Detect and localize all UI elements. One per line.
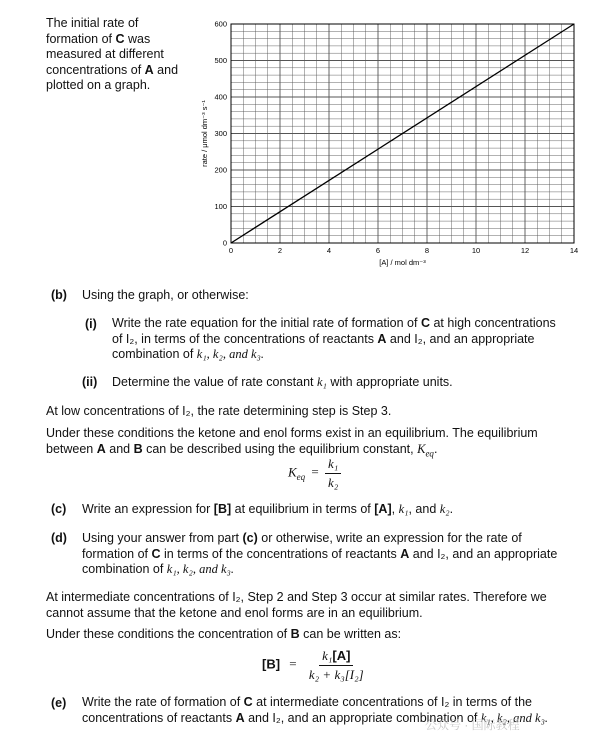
question-b-text: Using the graph, or otherwise: bbox=[82, 288, 249, 302]
text-part: and bbox=[105, 441, 134, 456]
b-fraction bbox=[306, 648, 367, 683]
equals-sign: = bbox=[311, 464, 319, 480]
b-expression bbox=[262, 648, 367, 683]
species-b: B bbox=[290, 627, 300, 641]
keq-formula bbox=[288, 456, 341, 491]
y-tick-label: 600 bbox=[214, 19, 227, 29]
text-part: Write the rate of formation of bbox=[82, 695, 244, 709]
species-c: C bbox=[115, 31, 125, 46]
intro-line: plotted on a graph. bbox=[46, 78, 151, 92]
text-part: , bbox=[391, 502, 399, 516]
question-b-ii-label: (ii) bbox=[82, 375, 98, 389]
equals-sign: = bbox=[289, 656, 297, 672]
concentration-b-intro bbox=[46, 627, 401, 643]
keq-symbol: K bbox=[417, 441, 426, 456]
question-c-label: (c) bbox=[51, 502, 67, 516]
conc-a: [A] bbox=[332, 648, 351, 663]
x-tick-label: 0 bbox=[228, 246, 234, 255]
species-c: C bbox=[243, 695, 253, 709]
text-part: combination of bbox=[112, 347, 197, 361]
conc-b: [B] bbox=[262, 656, 281, 672]
text-line: Under these conditions the ketone and enol forms exist in an equilibrium. The equilibrium bbox=[46, 426, 538, 440]
text-part: and I bbox=[386, 331, 418, 346]
rate-constants: k₁, k₂, and k₃. bbox=[166, 562, 234, 576]
species-c: C bbox=[420, 316, 430, 330]
text-part: Under these conditions the concentration of bbox=[46, 627, 291, 641]
y-tick-label: 400 bbox=[214, 92, 227, 102]
question-b-i-label: (i) bbox=[85, 317, 97, 331]
text-part: formation of bbox=[82, 546, 152, 561]
intro-line: measured at different bbox=[46, 47, 164, 61]
text-part: can be written as: bbox=[299, 627, 402, 641]
y-tick-label: 0 bbox=[222, 238, 227, 248]
part-ref: (c) bbox=[242, 531, 258, 545]
x-axis-label: [A] / mol dm⁻³ bbox=[379, 258, 426, 267]
fraction-numerator: k₁ bbox=[325, 456, 341, 474]
keq-fraction bbox=[325, 456, 341, 491]
species-a: A bbox=[400, 546, 410, 561]
text-part: , in terms of the concentrations of reactants bbox=[134, 331, 378, 346]
text-part: at high concentrations bbox=[430, 316, 556, 330]
keq-subscript: eq bbox=[425, 448, 434, 458]
watermark: 公众号 · 国际教程 bbox=[425, 718, 520, 732]
text-part: with appropriate units. bbox=[326, 375, 453, 389]
text-part: Write an expression for bbox=[82, 502, 214, 516]
species-a: A bbox=[235, 710, 245, 725]
species-a: A bbox=[377, 331, 387, 346]
x-tick-label: 14 bbox=[569, 246, 579, 255]
keq-subscript: eq bbox=[296, 472, 306, 483]
rate-constant-k1: k₁ bbox=[322, 648, 333, 663]
y-tick-label: 500 bbox=[214, 56, 227, 65]
x-tick-label: 8 bbox=[424, 246, 430, 255]
text-part: . bbox=[449, 502, 454, 516]
text-part: at intermediate concentrations of I₂ in terms of the bbox=[252, 695, 532, 709]
text-part: . bbox=[433, 441, 438, 456]
x-tick-label: 6 bbox=[375, 246, 381, 255]
conc-b: [B] bbox=[213, 502, 232, 516]
question-e-text bbox=[82, 695, 602, 726]
text-line: cannot assume that the ketone and enol forms are in an equilibrium. bbox=[46, 605, 423, 620]
intro-line: The initial rate of bbox=[46, 16, 139, 30]
question-b-label: (b) bbox=[51, 288, 67, 302]
intro-text-part: concentrations of bbox=[46, 62, 145, 77]
text-part: at equilibrium in terms of bbox=[231, 502, 375, 516]
x-tick-label: 2 bbox=[277, 246, 283, 255]
text-part: in terms of the concentrations of reactants bbox=[160, 546, 401, 561]
intro-text-part: and bbox=[153, 62, 179, 77]
species-a: A bbox=[96, 441, 106, 456]
intro-text-part: was bbox=[124, 31, 151, 46]
species-b: B bbox=[133, 441, 143, 456]
rate-constant-k2: k₂ bbox=[439, 502, 450, 516]
conc-a: [A] bbox=[374, 502, 392, 516]
text-part: , and bbox=[408, 502, 440, 516]
text-part: can be described using the equilibrium constant, bbox=[142, 441, 418, 456]
rate-constant-k1: k₁ bbox=[316, 375, 327, 389]
subscript: ₂ bbox=[417, 331, 423, 346]
question-c-text bbox=[82, 502, 453, 518]
x-tick-label: 12 bbox=[520, 246, 530, 255]
intro-text-part: formation of bbox=[46, 31, 116, 46]
rate-constants: k₁, k₂, and k₃. bbox=[196, 347, 264, 361]
fraction-denominator: k₂ bbox=[328, 475, 339, 490]
y-tick-label: 100 bbox=[214, 202, 227, 211]
question-d-label: (d) bbox=[51, 531, 67, 545]
text-part: and I₂, and an appropriate combination of bbox=[244, 710, 481, 725]
question-d-text bbox=[82, 531, 592, 578]
subscript: ₂ bbox=[129, 331, 135, 346]
species-c: C bbox=[151, 546, 161, 561]
text-part: concentrations of reactants bbox=[82, 710, 236, 725]
question-e-label: (e) bbox=[51, 696, 67, 710]
y-axis-label: rate / μmol dm⁻³ s⁻¹ bbox=[200, 100, 209, 167]
species-a: A bbox=[144, 62, 154, 77]
y-tick-label: 300 bbox=[214, 129, 227, 138]
question-b-ii-text bbox=[112, 375, 453, 391]
text-part: between bbox=[46, 441, 97, 456]
text-line: At intermediate concentrations of I₂, Step 2 and Step 3 occur at similar rates. Therefore we bbox=[46, 590, 547, 604]
keq-symbol: K bbox=[288, 464, 297, 480]
fraction-numerator bbox=[319, 648, 353, 666]
x-tick-label: 4 bbox=[326, 246, 332, 255]
rate-constant-k1: k₁ bbox=[398, 502, 409, 516]
text-part: Using your answer from part bbox=[82, 531, 243, 545]
fraction-denominator: k₂ + k₃[I₂] bbox=[308, 667, 364, 682]
question-b-i-text bbox=[112, 316, 592, 363]
intro-text bbox=[46, 16, 196, 94]
text-part: Write the rate equation for the initial rate of formation of bbox=[112, 316, 421, 330]
x-tick-label: 10 bbox=[471, 246, 481, 255]
intermediate-text bbox=[46, 590, 596, 621]
text-part: of I bbox=[112, 331, 130, 346]
y-tick-label: 200 bbox=[214, 165, 227, 175]
text-part: and I₂, and an appropriate bbox=[409, 546, 558, 561]
rate-constants: k₁, k₂, and k₃. bbox=[480, 710, 549, 725]
text-part: , and an appropriate bbox=[422, 331, 535, 346]
low-concentration-text: At low concentrations of I₂, the rate determining step is Step 3. bbox=[46, 404, 392, 418]
text-part: combination of bbox=[82, 562, 167, 576]
rate-graph bbox=[195, 12, 585, 274]
text-part: or otherwise, write an expression for the rate of bbox=[257, 531, 522, 545]
text-part: Determine the value of rate constant bbox=[112, 375, 317, 389]
